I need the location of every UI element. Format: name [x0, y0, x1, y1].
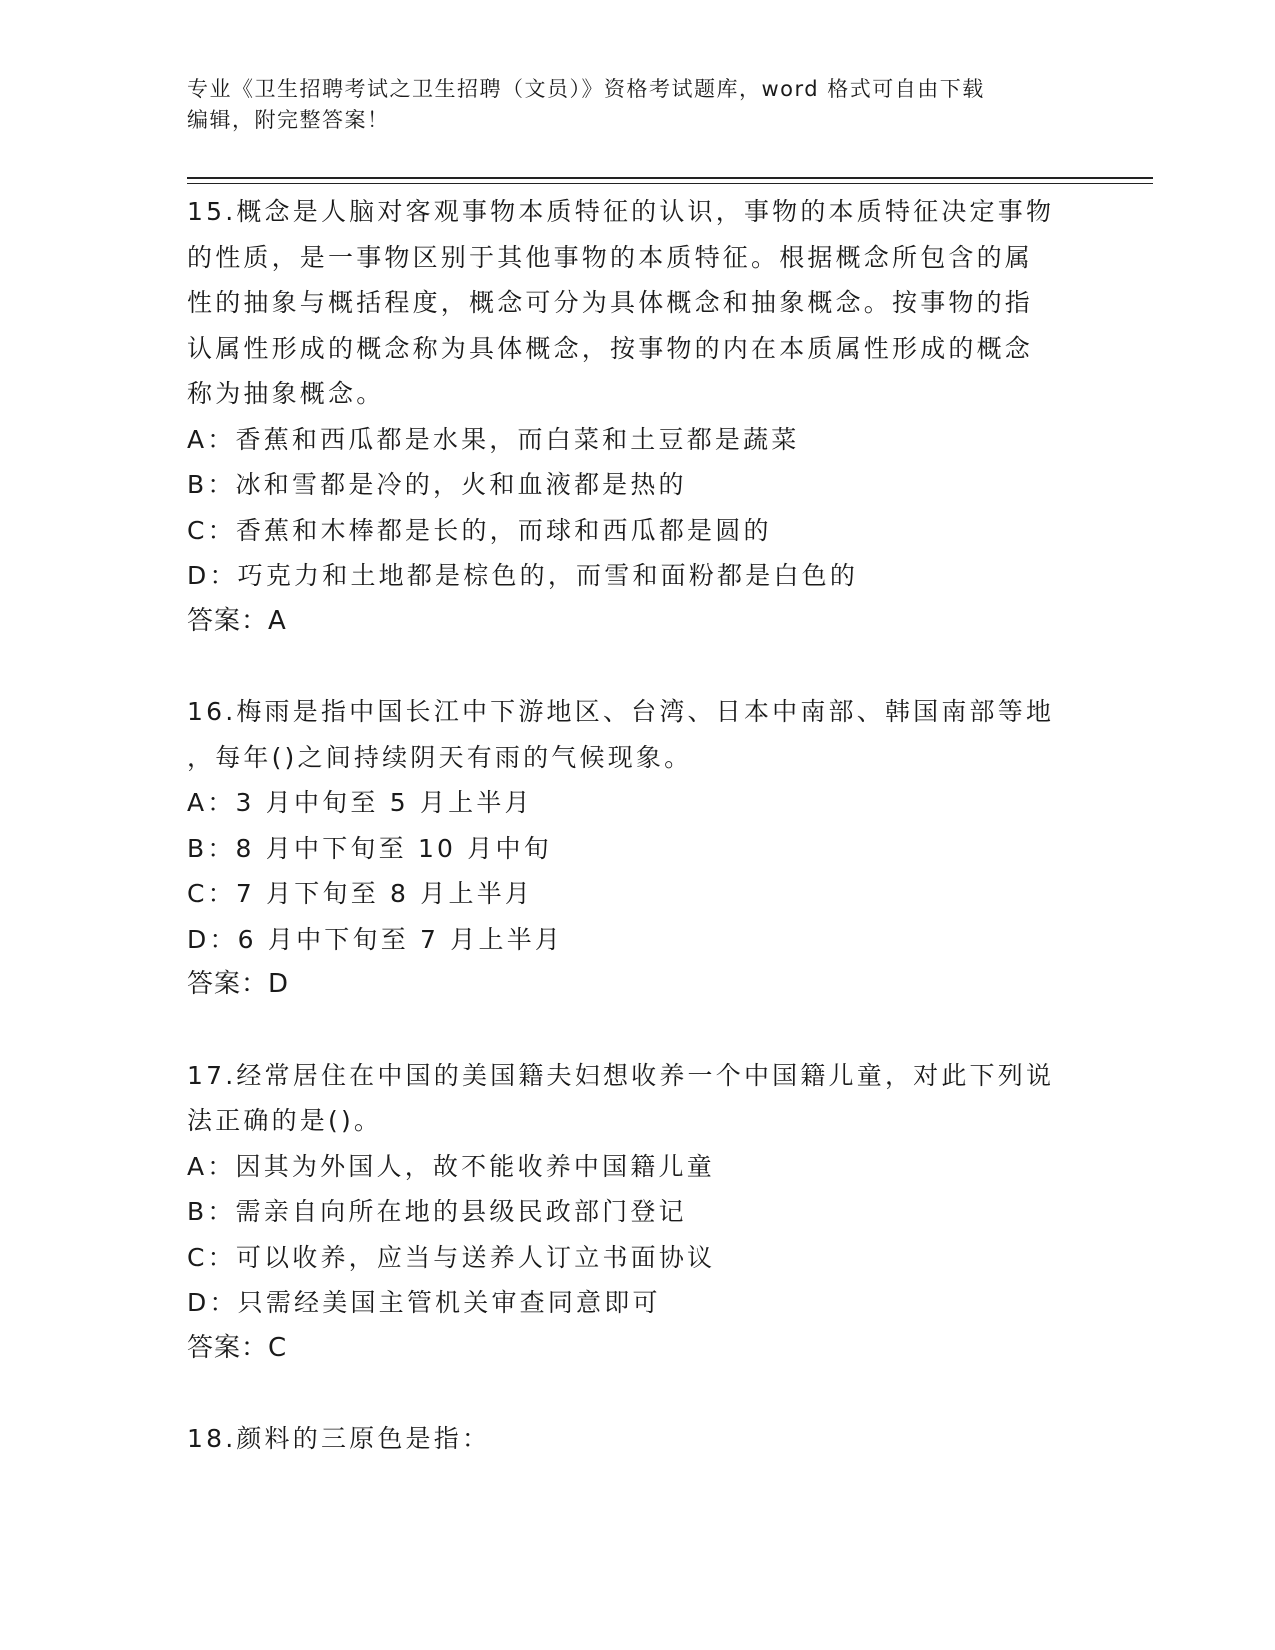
question-list: [187, 189, 1107, 1462]
document-header: [187, 74, 1087, 136]
spacer: [187, 1371, 1107, 1416]
question-text-line: 的性质，是一事物区别于其他事物的本质特征。根据概念所包含的属: [187, 242, 1034, 272]
question-17: [187, 1053, 1107, 1372]
option-c: C：香蕉和木棒都是长的，而球和西瓜都是圆的: [187, 515, 772, 545]
question-text-line: 18.颜料的三原色是指：: [187, 1424, 491, 1453]
header-divider-thick: [187, 177, 1153, 179]
answer: 答案：C: [187, 1332, 288, 1363]
answer: 答案：D: [187, 969, 290, 999]
question-text-line: 法正确的是()。: [187, 1106, 383, 1135]
question-text-line: 认属性形成的概念称为具体概念，按事物的内在本质属性形成的概念: [187, 333, 1034, 363]
question-text-line: 15.概念是人脑对客观事物本质特征的认识，事物的本质特征决定事物: [187, 197, 1055, 226]
header-divider-thin: [187, 183, 1153, 184]
option-d: D：巧克力和土地都是棕色的，而雪和面粉都是白色的: [187, 561, 859, 590]
option-b: B：需亲自向所在地的县级民政部门登记: [187, 1197, 687, 1226]
question-text-line: ，每年()之间持续阴天有雨的气候现象。: [187, 742, 693, 772]
option-a: A：香蕉和西瓜都是水果，而白菜和土豆都是蔬菜: [187, 424, 800, 454]
question-16: [187, 689, 1107, 1008]
option-c: C：7 月下旬至 8 月上半月: [187, 879, 534, 908]
option-b: B：冰和雪都是冷的，火和血液都是热的: [187, 470, 687, 499]
question-15: [187, 189, 1107, 644]
option-d: D：只需经美国主管机关审查同意即可: [187, 1288, 661, 1317]
answer: 答案：A: [187, 605, 287, 636]
option-a: A：因其为外国人，故不能收养中国籍儿童: [187, 1151, 715, 1181]
spacer: [187, 644, 1107, 689]
question-text-line: 性的抽象与概括程度，概念可分为具体概念和抽象概念。按事物的指: [187, 288, 1034, 317]
question-text-line: 16.梅雨是指中国长江中下游地区、台湾、日本中南部、韩国南部等地: [187, 697, 1055, 726]
spacer: [187, 1008, 1107, 1053]
header-line-1: 专业《卫生招聘考试之卫生招聘（文员）》资格考试题库，word 格式可自由下载: [187, 77, 985, 101]
option-a: A：3 月中旬至 5 月上半月: [187, 788, 533, 817]
question-18: [187, 1416, 1107, 1462]
option-d: D：6 月中下旬至 7 月上半月: [187, 924, 564, 954]
option-b: B：8 月中下旬至 10 月中旬: [187, 833, 552, 863]
question-text-line: 17.经常居住在中国的美国籍夫妇想收养一个中国籍儿童，对此下列说: [187, 1060, 1055, 1090]
option-c: C：可以收养，应当与送养人订立书面协议: [187, 1242, 716, 1272]
header-line-2: 编辑，附完整答案！: [187, 108, 390, 132]
question-text-line: 称为抽象概念。: [187, 379, 385, 408]
